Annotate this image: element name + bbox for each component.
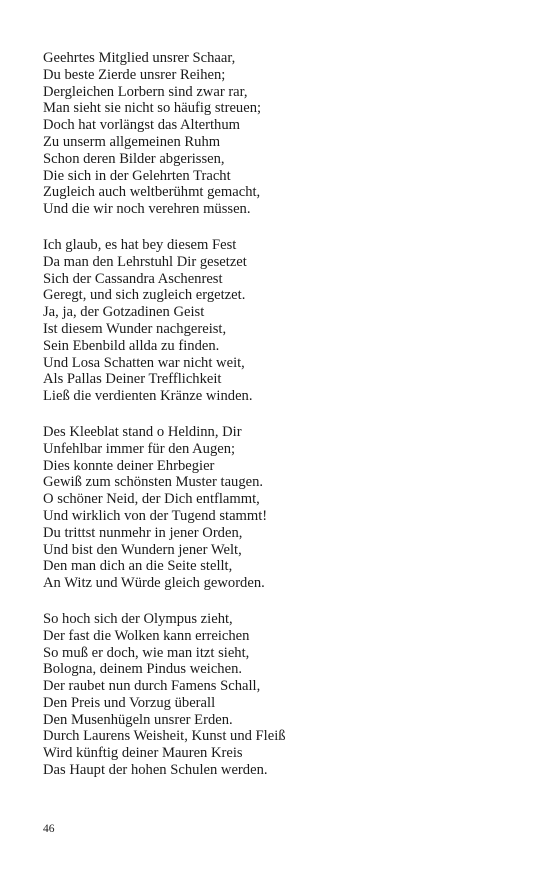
poem-line: Man sieht sie nicht so häufig streuen;	[43, 100, 262, 117]
poem-line: Des Kleeblat stand o Heldinn, Dir	[43, 423, 242, 440]
poem	[43, 50, 513, 798]
poem-line: Dergleichen Lorbern sind zwar rar,	[43, 83, 248, 100]
poem-line: Sich der Cassandra Aschenrest	[43, 270, 223, 287]
poem-line: Gewiß zum schönsten Muster taugen.	[43, 474, 264, 491]
poem-line: Zugleich auch weltberühmt gemacht,	[43, 184, 261, 201]
poem-line: Zu unserm allgemeinen Ruhm	[43, 133, 221, 150]
poem-line: Der raubet nun durch Famens Schall,	[43, 678, 261, 695]
poem-line: So hoch sich der Olympus zieht,	[43, 610, 233, 627]
poem-line: Wird künftig deiner Mauren Kreis	[43, 745, 243, 762]
poem-line: Du trittst nunmehr in jener Orden,	[43, 524, 243, 541]
poem-line: Bologna, deinem Pindus weichen.	[43, 661, 243, 678]
poem-line: Sein Ebenbild allda zu finden.	[43, 337, 220, 354]
poem-line: Ließ die verdienten Kränze winden.	[43, 388, 253, 405]
poem-line: Dies konnte deiner Ehrbegier	[43, 457, 215, 474]
poem-line: Und die wir noch verehren müssen.	[43, 201, 251, 218]
poem-line: Schon deren Bilder abgerissen,	[43, 150, 225, 167]
poem-line: Den Preis und Vorzug überall	[43, 694, 216, 711]
poem-line: Da man den Lehrstuhl Dir gesetzet	[43, 253, 247, 270]
poem-line: Den man dich an die Seite stellt,	[43, 558, 233, 575]
poem-line: Der fast die Wolken kann erreichen	[43, 627, 250, 644]
poem-line: Ist diesem Wunder nachgereist,	[43, 320, 227, 337]
poem-line: An Witz und Würde gleich geworden.	[43, 575, 265, 592]
poem-line: Und Losa Schatten war nicht weit,	[43, 354, 245, 371]
poem-line: Du beste Zierde unsrer Reihen;	[43, 66, 226, 83]
poem-line: Und bist den Wundern jener Welt,	[43, 541, 242, 558]
poem-line: Und wirklich von der Tugend stammt!	[43, 507, 268, 524]
poem-line: Die sich in der Gelehrten Tracht	[43, 167, 231, 184]
stanza-4	[43, 611, 513, 779]
poem-line: Doch hat vorlängst das Alterthum	[43, 117, 240, 134]
poem-line: Durch Laurens Weisheit, Kunst und Fleiß	[43, 728, 286, 745]
poem-line: Geehrtes Mitglied unsrer Schaar,	[43, 50, 236, 66]
stanza-3	[43, 424, 513, 592]
poem-line: Das Haupt der hohen Schulen werden.	[43, 762, 268, 779]
stanza-2	[43, 237, 513, 405]
poem-line: O schöner Neid, der Dich entflammt,	[43, 491, 260, 508]
poem-line: Unfehlbar immer für den Augen;	[43, 440, 236, 457]
poem-line: Ich glaub, es hat bey diesem Fest	[43, 236, 237, 253]
poem-line: So muß er doch, wie man itzt sieht,	[43, 644, 250, 661]
poem-line: Ja, ja, der Gotzadinen Geist	[43, 304, 205, 321]
poem-line: Als Pallas Deiner Trefflichkeit	[43, 371, 222, 388]
stanza-1	[43, 50, 513, 218]
page-number: 46	[43, 823, 55, 835]
poem-line: Den Musenhügeln unsrer Erden.	[43, 711, 233, 728]
poem-line: Geregt, und sich zugleich ergetzet.	[43, 287, 246, 304]
